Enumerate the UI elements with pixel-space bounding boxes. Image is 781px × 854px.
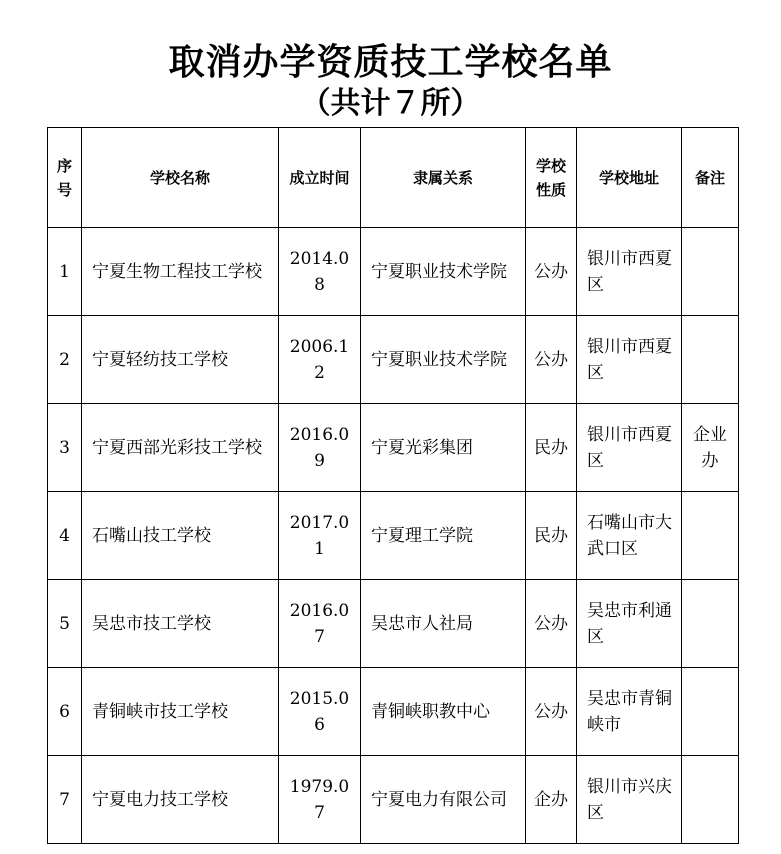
- cell-affiliation: 吴忠市人社局: [361, 580, 526, 668]
- cell-founded: 2014.08: [279, 228, 361, 316]
- table-row: [48, 668, 739, 756]
- table-row: [48, 404, 739, 492]
- cell-note: [682, 316, 739, 404]
- document-title: 取消办学资质技工学校名单: [168, 41, 613, 83]
- table-row: [48, 316, 739, 404]
- cell-nature: 民办: [526, 404, 577, 492]
- header-no: 序号: [48, 128, 82, 228]
- cell-name: 吴忠市技工学校: [82, 580, 279, 668]
- cell-founded: 2016.07: [279, 580, 361, 668]
- table-row: [48, 492, 739, 580]
- cell-note: [682, 756, 739, 844]
- cell-founded: 2016.09: [279, 404, 361, 492]
- cell-note: [682, 492, 739, 580]
- cell-address: 石嘴山市大武口区: [577, 492, 682, 580]
- cell-affiliation: 宁夏理工学院: [361, 492, 526, 580]
- header-address: 学校地址: [577, 128, 682, 228]
- cell-affiliation: 青铜峡职教中心: [361, 668, 526, 756]
- header-nature: 学校性质: [526, 128, 577, 228]
- cell-no: 2: [48, 316, 82, 404]
- cell-name: 宁夏轻纺技工学校: [82, 316, 279, 404]
- cell-note: [682, 228, 739, 316]
- header-founded: 成立时间: [279, 128, 361, 228]
- cell-affiliation: 宁夏职业技术学院: [361, 316, 526, 404]
- cell-address: 银川市西夏区: [577, 316, 682, 404]
- cell-nature: 公办: [526, 668, 577, 756]
- cell-affiliation: 宁夏电力有限公司: [361, 756, 526, 844]
- cell-no: 3: [48, 404, 82, 492]
- table-row: [48, 756, 739, 844]
- cell-no: 1: [48, 228, 82, 316]
- cell-nature: 企办: [526, 756, 577, 844]
- header-name: 学校名称: [82, 128, 279, 228]
- cell-no: 7: [48, 756, 82, 844]
- cell-address: 银川市兴庆区: [577, 756, 682, 844]
- cell-no: 5: [48, 580, 82, 668]
- cell-affiliation: 宁夏光彩集团: [361, 404, 526, 492]
- cell-address: 吴忠市利通区: [577, 580, 682, 668]
- cell-nature: 公办: [526, 228, 577, 316]
- table-row: [48, 580, 739, 668]
- cell-nature: 公办: [526, 316, 577, 404]
- cell-note: 企业办: [682, 404, 739, 492]
- cell-note: [682, 580, 739, 668]
- cell-note: [682, 668, 739, 756]
- cell-address: 银川市西夏区: [577, 404, 682, 492]
- cell-nature: 民办: [526, 492, 577, 580]
- cell-founded: 1979.07: [279, 756, 361, 844]
- cell-founded: 2006.12: [279, 316, 361, 404]
- table-header-row: [48, 128, 739, 228]
- cell-nature: 公办: [526, 580, 577, 668]
- cell-founded: 2015.06: [279, 668, 361, 756]
- header-affiliation: 隶属关系: [361, 128, 526, 228]
- cell-name: 宁夏生物工程技工学校: [82, 228, 279, 316]
- cell-affiliation: 宁夏职业技术学院: [361, 228, 526, 316]
- cell-name: 青铜峡市技工学校: [82, 668, 279, 756]
- cell-name: 石嘴山技工学校: [82, 492, 279, 580]
- cell-founded: 2017.01: [279, 492, 361, 580]
- cell-no: 6: [48, 668, 82, 756]
- cell-name: 宁夏西部光彩技工学校: [82, 404, 279, 492]
- table-row: [48, 228, 739, 316]
- cell-address: 吴忠市青铜峡市: [577, 668, 682, 756]
- cell-name: 宁夏电力技工学校: [82, 756, 279, 844]
- document-subtitle: （共计７所）: [300, 86, 481, 121]
- cell-address: 银川市西夏区: [577, 228, 682, 316]
- cell-no: 4: [48, 492, 82, 580]
- header-note: 备注: [682, 128, 739, 228]
- school-table: [47, 127, 739, 844]
